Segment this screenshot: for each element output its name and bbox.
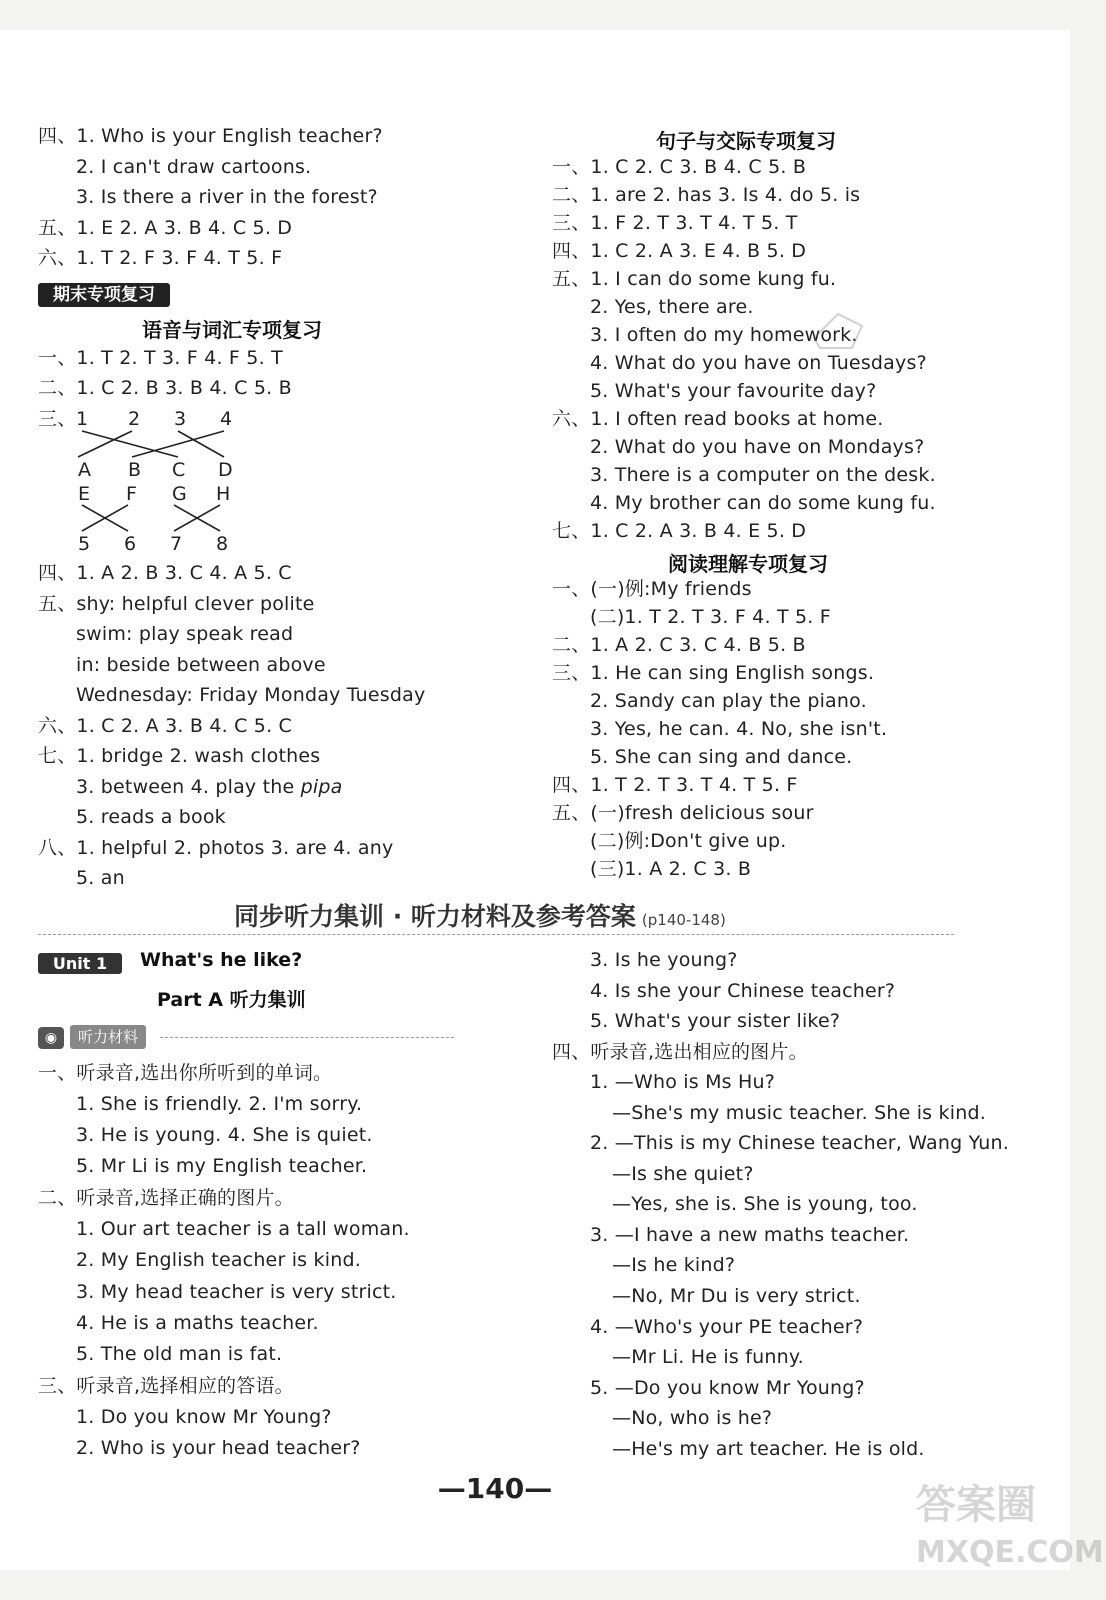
site-watermark-logo [912, 1470, 1104, 1570]
match-line [78, 431, 132, 457]
answer-line: 5. She can sing and dance. [590, 746, 853, 768]
answer-line: swim: play speak read [76, 623, 294, 645]
answer-line: 2. Yes, there are. [590, 296, 754, 318]
question-line: 一、听录音,选出你所听到的单词。 [38, 1062, 333, 1084]
match-letter: A [78, 459, 91, 481]
unit-badge: Unit 1 [38, 953, 122, 974]
match-num: 1 [76, 408, 89, 430]
match-letter: E [78, 483, 91, 505]
match-letter: F [126, 483, 137, 505]
match-num: 2 [128, 408, 141, 430]
unit-title: What's he like? [140, 949, 303, 971]
watermark-line1: 答案圈 [916, 1482, 1036, 1528]
question-line: 3. He is young. 4. She is quiet. [76, 1124, 373, 1146]
answer-line: 七、1. C 2. A 3. B 4. E 5. D [552, 520, 807, 542]
question-line: 5. —Do you know Mr Young? [590, 1377, 865, 1399]
question-line: —No, Mr Du is very strict. [612, 1285, 861, 1307]
match-letter: H [216, 483, 231, 505]
watermark-line2: MXQE.COM [916, 1535, 1104, 1570]
question-line: 5. Mr Li is my English teacher. [76, 1155, 368, 1177]
headphones-icon: ◉ [38, 1027, 64, 1049]
match-num: 5 [78, 533, 91, 555]
answer-line: 二、1. A 2. C 3. C 4. B 5. B [552, 634, 806, 656]
answer-line: 五、1. I can do some kung fu. [552, 268, 837, 290]
answer-line: (二)1. T 2. T 3. F 4. T 5. F [590, 606, 831, 628]
question-line: 5. What's your sister like? [590, 1010, 841, 1032]
match-line [132, 431, 224, 457]
answer-line: 2. I can't draw cartoons. [76, 156, 312, 178]
answer-line: 3. Is there a river in the forest? [76, 186, 378, 208]
answer-line: in: beside between above [76, 654, 326, 676]
answer-line: 5. What's your favourite day? [590, 380, 877, 402]
answer-line: 二、1. C 2. B 3. B 4. C 5. B [38, 377, 292, 399]
listening-label: 听力材料 [70, 1025, 146, 1049]
question-line: 2. My English teacher is kind. [76, 1249, 361, 1271]
question-line: 1. Do you know Mr Young? [76, 1406, 332, 1428]
page-title-text: 同步听力集训 · 听力材料及参考答案 [234, 902, 636, 931]
answer-line: 四、1. T 2. T 3. T 4. T 5. F [552, 774, 798, 796]
question-line: 二、听录音,选择正确的图片。 [38, 1187, 294, 1209]
question-line: 2. Who is your head teacher? [76, 1437, 361, 1459]
answer-line: 3. There is a computer on the desk. [590, 464, 936, 486]
question-line: 三、听录音,选择相应的答语。 [38, 1375, 294, 1397]
answer-line: 二、1. are 2. has 3. Is 4. do 5. is [552, 184, 861, 206]
answer-line: 一、(一)例:My friends [552, 578, 752, 600]
answer-line: 四、1. A 2. B 3. C 4. A 5. C [38, 562, 292, 584]
question-line: 3. Is he young? [590, 949, 738, 971]
match-num: 8 [216, 533, 229, 555]
answer-line: 六、1. I often read books at home. [552, 408, 884, 430]
question-line: —Yes, she is. She is young, too. [612, 1193, 918, 1215]
page-title [234, 897, 726, 933]
answer-line: 5. an [76, 867, 125, 889]
answer-line: 一、1. T 2. T 3. F 4. F 5. T [38, 347, 283, 369]
question-line: 1. —Who is Ms Hu? [590, 1071, 776, 1093]
question-line: 4. Is she your Chinese teacher? [590, 980, 896, 1002]
answer-line [76, 775, 342, 799]
match-letter: B [128, 459, 142, 481]
question-line: —Mr Li. He is funny. [612, 1346, 804, 1368]
question-line: —Is she quiet? [612, 1163, 754, 1185]
match-num: 6 [124, 533, 137, 555]
answer-line: 八、1. helpful 2. photos 3. are 4. any [38, 837, 394, 859]
italic-word: pipa [300, 776, 343, 798]
answer-line: 4. What do you have on Tuesdays? [590, 352, 927, 374]
match-num: 4 [220, 408, 233, 430]
answer-line: 3. I often do my homework. [590, 324, 858, 346]
question-line: 3. My head teacher is very strict. [76, 1281, 397, 1303]
matching-lines [70, 407, 250, 537]
answer-line: 五、(一)fresh delicious sour [552, 802, 814, 824]
answer-line: (二)例:Don't give up. [590, 830, 787, 852]
question-line: 3. —I have a new maths teacher. [590, 1224, 910, 1246]
section-heading: 语音与词汇专项复习 [142, 318, 322, 342]
answer-line: (三)1. A 2. C 3. B [590, 858, 752, 880]
match-line [82, 431, 178, 457]
answer-line: 4. My brother can do some kung fu. [590, 492, 936, 514]
answer-line: 2. Sandy can play the piano. [590, 690, 867, 712]
divider [38, 934, 954, 935]
question-line: 4. He is a maths teacher. [76, 1312, 319, 1334]
answer-text: 3. between 4. play the [76, 776, 301, 798]
answer-line: 六、1. C 2. A 3. B 4. C 5. C [38, 715, 293, 737]
stamp-watermark [808, 308, 868, 352]
section-heading: 句子与交际专项复习 [656, 129, 836, 153]
question-line: —She's my music teacher. She is kind. [612, 1102, 986, 1124]
answer-line: 五、1. E 2. A 3. B 4. C 5. D [38, 217, 293, 239]
answer-line: 五、shy: helpful clever polite [38, 593, 315, 615]
answer-line: 四、1. Who is your English teacher? [38, 125, 383, 147]
section-tag: 期末专项复习 [38, 283, 170, 307]
match-letter: C [172, 459, 186, 481]
question-line: 2. —This is my Chinese teacher, Wang Yun. [590, 1132, 1009, 1154]
question-line: 1. Our art teacher is a tall woman. [76, 1218, 410, 1240]
question-line: —No, who is he? [612, 1407, 773, 1429]
match-num: 3 [174, 408, 187, 430]
question-line: 四、听录音,选出相应的图片。 [552, 1041, 808, 1063]
question-line: 4. —Who's your PE teacher? [590, 1316, 864, 1338]
match-letter: D [218, 459, 233, 481]
question-line: —He's my art teacher. He is old. [612, 1438, 925, 1460]
answer-line: 一、1. C 2. C 3. B 4. C 5. B [552, 156, 807, 178]
answer-line: 六、1. T 2. F 3. F 4. T 5. F [38, 247, 283, 269]
answer-line: 三、1. F 2. T 3. T 4. T 5. T [552, 212, 798, 234]
match-letter: G [172, 483, 187, 505]
section-heading: 阅读理解专项复习 [668, 552, 828, 576]
answer-line: 三、1. He can sing English songs. [552, 662, 875, 684]
answer-line: 七、1. bridge 2. wash clothes [38, 745, 321, 767]
answer-line: 三、 [38, 408, 77, 430]
answer-line: 2. What do you have on Mondays? [590, 436, 925, 458]
question-line: 5. The old man is fat. [76, 1343, 283, 1365]
question-line: —Is he kind? [612, 1254, 736, 1276]
question-line: 1. She is friendly. 2. I'm sorry. [76, 1093, 363, 1115]
answer-line: 5. reads a book [76, 806, 226, 828]
match-num: 7 [170, 533, 183, 555]
match-line [178, 431, 224, 457]
page-range: (p140-148) [641, 911, 726, 929]
divider [160, 1037, 454, 1038]
answer-line: Wednesday: Friday Monday Tuesday [76, 684, 426, 706]
page-number: —140— [437, 1472, 553, 1505]
answer-line: 四、1. C 2. A 3. E 4. B 5. D [552, 240, 807, 262]
answer-line: 3. Yes, he can. 4. No, she isn't. [590, 718, 888, 740]
part-heading: Part A 听力集训 [157, 989, 306, 1011]
